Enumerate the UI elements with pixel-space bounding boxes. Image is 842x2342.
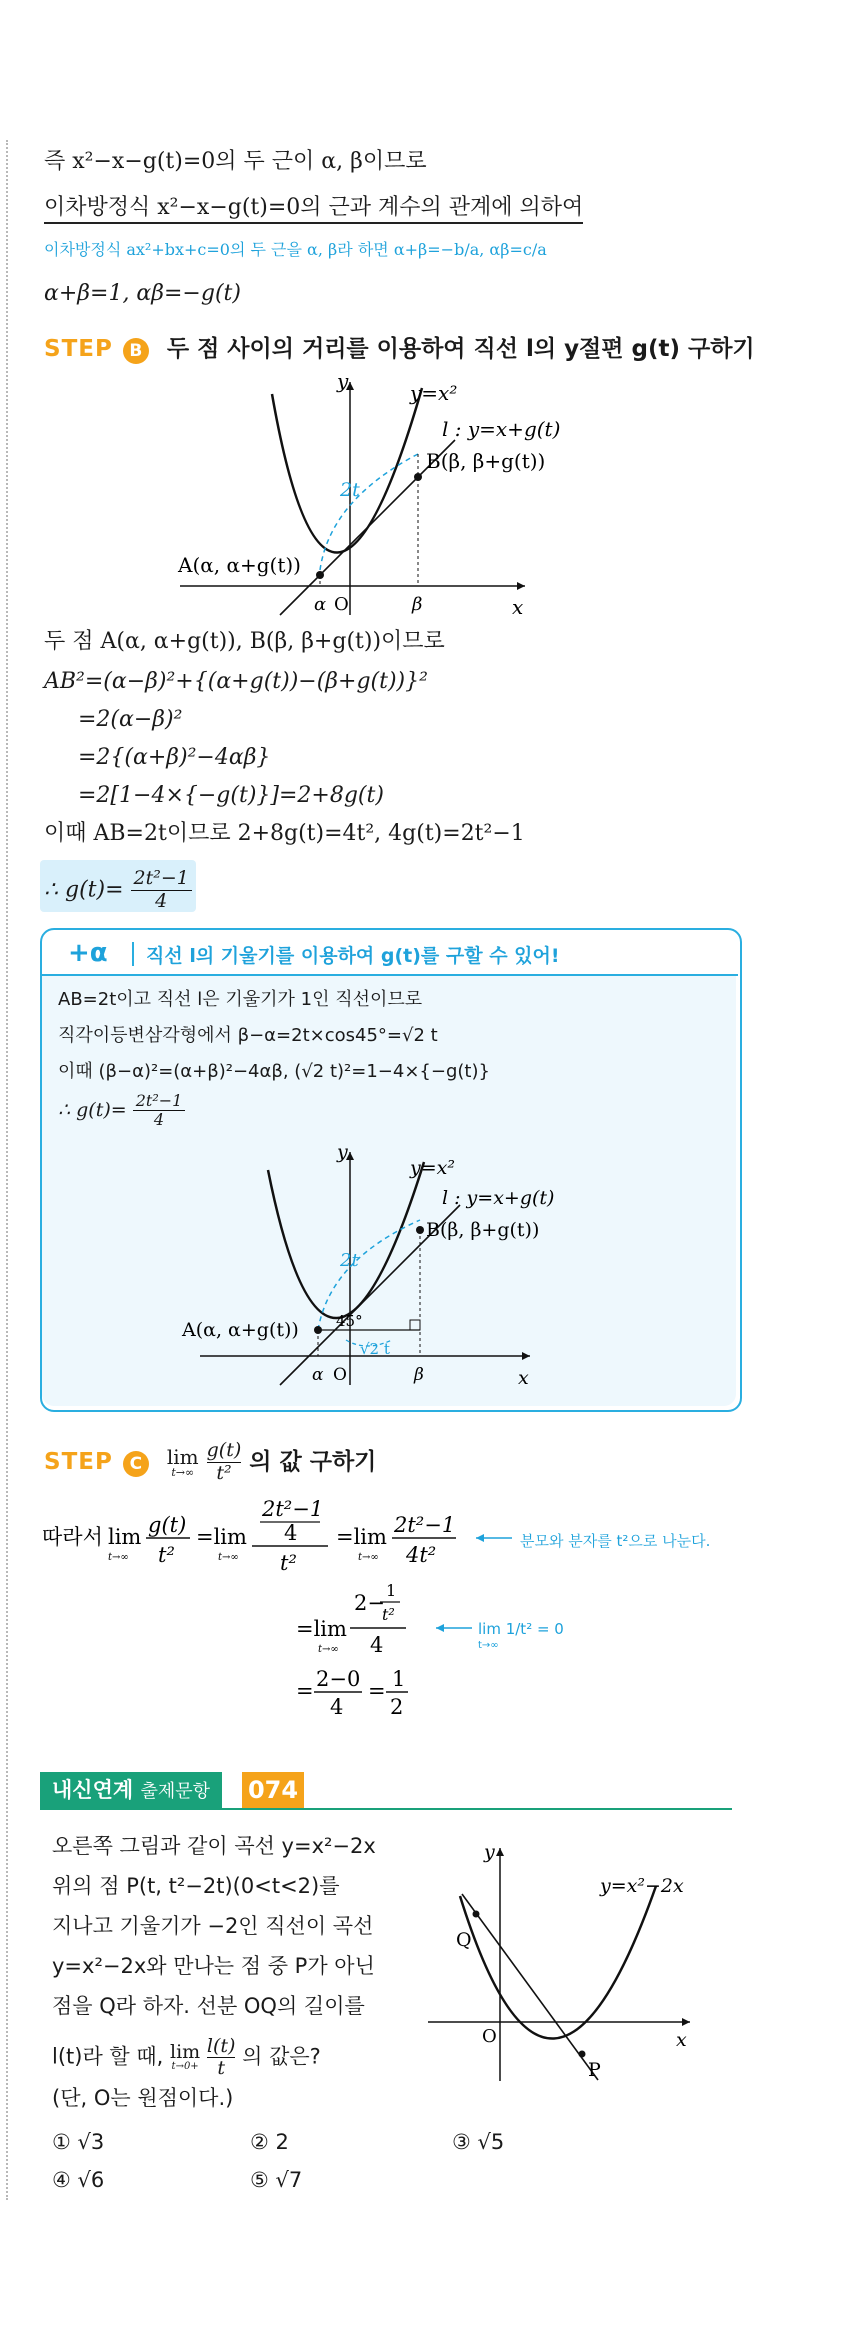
- step-b-title: 두 점 사이의 거리를 이용하여 직선 l의 y절편 g(t) 구하기: [166, 336, 755, 362]
- step-b-badge: B: [123, 338, 149, 364]
- eq-2: =lim: [336, 1525, 387, 1549]
- alpha-answer-prefix: ∴ g(t)=: [58, 1098, 127, 1121]
- right-angle-mark: [410, 1320, 420, 1330]
- lim-3-sub: t→∞: [358, 1552, 379, 1563]
- problem-y-arrow: [496, 1848, 504, 1856]
- point-a-dot: [316, 571, 324, 579]
- problem-lim-word: lim: [170, 2040, 201, 2063]
- problem-line-3: 지나고 기울기가 −2인 직선이 곡선: [52, 1914, 374, 1938]
- vieta-hint: 이차방정식 ax²+bx+c=0의 두 근을 α, β라 하면 α+β=−b/a, αβ=c/a: [44, 240, 547, 259]
- step-c-denominator: t²: [216, 1461, 232, 1484]
- lim-4-sub: t→∞: [318, 1644, 339, 1655]
- note-divide: 분모와 분자를 t²으로 나눈다.: [520, 1532, 711, 1550]
- distance-arc-2: [318, 1220, 420, 1330]
- result-2-den: 2: [390, 1695, 404, 1719]
- problem-label-q: Q: [456, 1929, 472, 1951]
- problem-label-y: y: [484, 1841, 495, 1863]
- solution-line-4: 두 점 A(α, α+g(t)), B(β, β+g(t))이므로: [44, 629, 445, 654]
- solution-line-7: =2{(α+β)²−4αβ}: [78, 745, 271, 770]
- step-c-numerator: g(t): [206, 1439, 242, 1461]
- frac-3-num: 2t²−1: [394, 1513, 456, 1537]
- problem-parabola: [460, 1886, 656, 2039]
- x-axis-arrow: [517, 582, 525, 590]
- margin-dotted-line: [6, 140, 8, 2200]
- step-c-title: 의 값 구하기: [249, 1448, 377, 1475]
- frac-4-inner-num: 1: [386, 1581, 397, 1600]
- problem-tag: [40, 1772, 222, 1808]
- solution-line-9: 이때 AB=2t이므로 2+8g(t)=4t², 4g(t)=2t²−1: [44, 821, 525, 846]
- problem-tag-bold: 내신연계: [52, 1778, 134, 1802]
- problem-line-7: (단, O는 원점이다.): [52, 2086, 234, 2110]
- step-b-tag: STEP: [44, 336, 113, 362]
- frac-3-den: 4t²: [406, 1543, 437, 1567]
- problem-line-6a: l(t)라 할 때,: [52, 2044, 164, 2069]
- limit-prefix: 따라서: [42, 1525, 103, 1549]
- answer-numerator: 2t²−1: [131, 868, 192, 891]
- solution-line-3: α+β=1, αβ=−g(t): [44, 281, 241, 306]
- y-axis-label-2: y: [337, 1141, 348, 1163]
- note-1-arrowhead: [476, 1534, 484, 1542]
- alpha-tag: +α: [68, 938, 108, 968]
- problem-tag-light: 출제문항: [140, 1781, 211, 1802]
- beta-label-2: β: [414, 1365, 424, 1385]
- alpha-divider: [132, 942, 134, 966]
- problem-label-x: x: [676, 2029, 687, 2051]
- problem-point-q: [473, 1911, 480, 1918]
- parabola-curve-2: [268, 1162, 424, 1318]
- origin-label: O: [334, 594, 349, 615]
- distance-label: 2t: [340, 479, 360, 501]
- distance-label-2: 2t: [340, 1250, 359, 1271]
- eq-3: =lim: [296, 1617, 347, 1641]
- solution-line-2: [44, 194, 583, 223]
- step-b-heading: [44, 330, 755, 364]
- problem-fraction: [207, 2036, 236, 2079]
- line-label-2: l : y=x+g(t): [442, 1187, 555, 1209]
- choice-3[interactable]: ③ √5: [452, 2130, 505, 2154]
- note-limit: lim 1/t² = 0: [478, 1620, 564, 1638]
- answer-denominator: 4: [155, 889, 168, 912]
- graph-parabola-line: [160, 370, 580, 620]
- alpha-line-4: [58, 1092, 185, 1130]
- alpha-line-3: 이때 (β−α)²=(α+β)²−4αβ, (√2 t)²=1−4×{−g(t)}: [58, 1061, 490, 1082]
- problem-label-p: P: [588, 2059, 601, 2081]
- point-b-label-2: B(β, β+g(t)): [426, 1219, 540, 1241]
- lim-1: lim: [108, 1525, 142, 1549]
- problem-line-2: 위의 점 P(t, t²−2t)(0<t<2)를: [52, 1874, 340, 1898]
- limit-computation: [40, 1492, 740, 1722]
- problem-label-o: O: [482, 2026, 497, 2047]
- y-axis-label: y: [337, 370, 349, 393]
- frac-1-den: t²: [158, 1543, 175, 1567]
- lim-1-sub: t→∞: [108, 1552, 129, 1563]
- final-eq-2: =: [368, 1679, 386, 1703]
- answer-prefix: ∴ g(t)=: [44, 877, 124, 903]
- problem-line-6: [52, 2036, 321, 2079]
- final-eq: =: [296, 1679, 314, 1703]
- alpha-label: α: [314, 594, 327, 615]
- step-c-lim-word: lim: [166, 1444, 199, 1469]
- beta-label: β: [412, 594, 423, 615]
- problem-graph: [420, 1836, 740, 2086]
- solution-line-8: =2[1−4×{−g(t)}]=2+8g(t): [78, 783, 384, 808]
- problem-lim: [170, 2040, 201, 2072]
- note-2-arrowhead: [436, 1624, 444, 1632]
- frac-2-num-top: 2t²−1: [262, 1497, 324, 1521]
- alpha-line-1: AB=2t이고 직선 l은 기울기가 1인 직선이므로: [58, 989, 423, 1010]
- problem-line: [462, 1894, 598, 2080]
- result-1-den: 4: [330, 1695, 344, 1719]
- line-label: l : y=x+g(t): [442, 417, 561, 441]
- answer-g: [44, 868, 192, 913]
- point-b-dot: [414, 473, 422, 481]
- problem-line-6b: 의 값은?: [242, 2044, 321, 2069]
- frac-4-num: 2−: [354, 1591, 385, 1615]
- solution-line-5: AB²=(α−β)²+{(α+g(t))−(β+g(t))}²: [44, 669, 428, 694]
- side-label: √2 t: [360, 1340, 390, 1358]
- solution-line-6: =2(α−β)²: [78, 707, 183, 732]
- step-c-heading: [44, 1440, 376, 1485]
- step-c-lim: [166, 1444, 199, 1479]
- problem-frac-den: t: [217, 2056, 225, 2079]
- problem-number: 074: [242, 1772, 304, 1808]
- graph-alpha: [170, 1140, 590, 1390]
- lim-2-sub: t→∞: [218, 1552, 239, 1563]
- note-limit-sub: t→∞: [478, 1640, 499, 1651]
- point-b-dot-2: [416, 1226, 424, 1234]
- alpha-answer-fraction: [133, 1092, 186, 1130]
- x-axis-label: x: [512, 595, 524, 619]
- step-c-lim-sub: t→∞: [171, 1465, 195, 1479]
- result-2-num: 1: [392, 1667, 406, 1691]
- problem-line-1: 오른쪽 그림과 같이 곡선 y=x²−2x: [52, 1834, 376, 1858]
- answer-fraction: [131, 868, 192, 913]
- parabola-curve: [272, 388, 422, 553]
- frac-2-num-bot: 4: [284, 1521, 298, 1545]
- frac-2-den: t²: [280, 1551, 297, 1575]
- problem-curve-label: y=x²−2x: [600, 1875, 684, 1897]
- result-1-num: 2−0: [316, 1667, 361, 1691]
- alpha-answer-denominator: 4: [153, 1110, 165, 1130]
- alpha-answer-numerator: 2t²−1: [133, 1092, 186, 1111]
- choice-2[interactable]: ② 2: [250, 2130, 289, 2154]
- choice-5[interactable]: ⑤ √7: [250, 2168, 303, 2192]
- frac-1-num: g(t): [148, 1513, 187, 1537]
- point-a-dot-2: [314, 1326, 322, 1334]
- alpha-label-2: α: [312, 1365, 324, 1385]
- problem-point-p: [579, 2051, 586, 2058]
- alpha-title: 직선 l의 기울기를 이용하여 g(t)를 구할 수 있어!: [146, 945, 560, 967]
- frac-4-inner-den: t²: [382, 1605, 395, 1624]
- problem-frac-num: l(t): [206, 2035, 236, 2057]
- point-a-label-2: A(α, α+g(t)): [182, 1319, 299, 1341]
- curve-label: y=x²: [410, 381, 458, 405]
- angle-label: 45°: [336, 1312, 363, 1330]
- step-c-fraction: [207, 1440, 242, 1485]
- choice-4[interactable]: ④ √6: [52, 2168, 105, 2192]
- curve-label-2: y=x²: [410, 1157, 455, 1179]
- x-axis-arrow-2: [522, 1352, 530, 1360]
- solution-line-1: 즉 x²−x−g(t)=0의 두 근이 α, β이므로: [44, 149, 427, 174]
- step-c-badge: C: [123, 1451, 149, 1477]
- limit-row-1: [108, 1497, 456, 1575]
- point-b-label: B(β, β+g(t)): [426, 449, 546, 473]
- step-c-tag: STEP: [44, 1448, 113, 1475]
- solution-line-2-text: 이차방정식 x²−x−g(t)=0의 근과 계수의 관계에 의하여: [44, 195, 583, 224]
- limit-row-2: [296, 1581, 408, 1719]
- frac-4-den: 4: [370, 1633, 384, 1657]
- origin-label-2: O: [333, 1365, 347, 1385]
- eq-1: =lim: [196, 1525, 247, 1549]
- alpha-line-2: 직각이등변삼각형에서 β−α=2t×cos45°=√2 t: [58, 1025, 438, 1046]
- x-axis-label-2: x: [518, 1367, 529, 1389]
- point-a-label: A(α, α+g(t)): [178, 553, 301, 577]
- problem-line-5: 점을 Q라 하자. 선분 OQ의 길이를: [52, 1994, 365, 2018]
- choice-1[interactable]: ① √3: [52, 2130, 105, 2154]
- problem-x-arrow: [682, 2018, 690, 2026]
- problem-line-4: y=x²−2x와 만나는 점 중 P가 아닌: [52, 1954, 375, 1978]
- problem-lim-sub: t→0+: [171, 2060, 199, 2072]
